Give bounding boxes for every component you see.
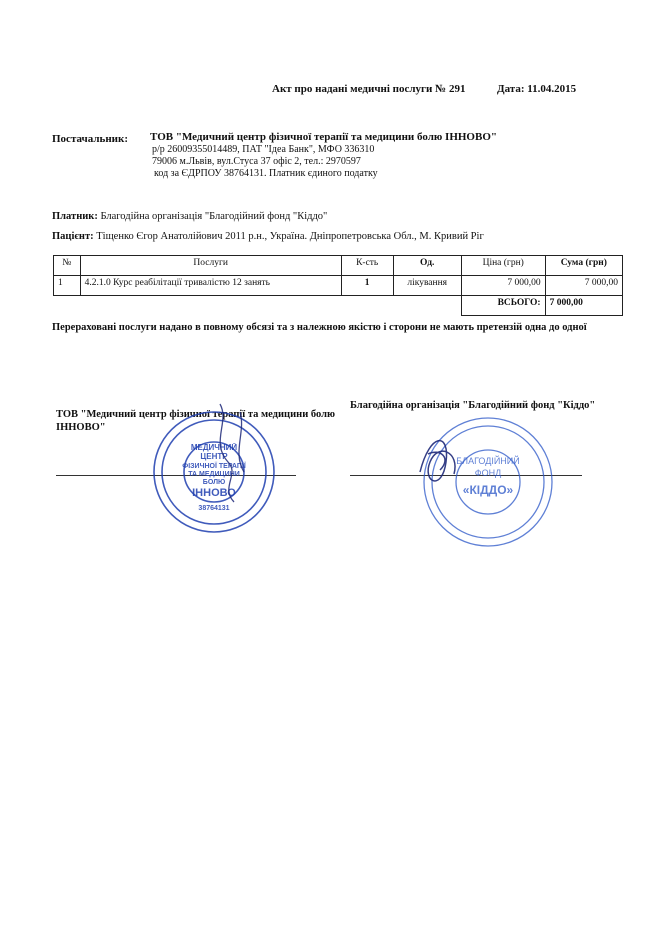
svg-text:ІННОВО: ІННОВО [192,487,236,499]
patient-label: Пацієнт: [52,231,94,242]
supplier-bank-details: р/р 26009355014489, ПАТ "Ідеа Банк", МФО 336310 [152,144,375,155]
row-qty: 1 [341,276,393,296]
svg-text:МЕДИЧНИЙ: МЕДИЧНИЙ [190,443,238,452]
payer-signature-caption: Благодійна організація "Благодійний фонд "Кіддо" [350,400,596,411]
col-sum-header: Сума (грн) [545,256,622,276]
row-price: 7 000,00 [461,276,545,296]
patient-line [52,231,484,242]
supplier-tax-code: код за ЄДРПОУ 38764131. Платник єдиного податку [154,168,378,179]
row-no: 1 [54,276,81,296]
svg-text:БОЛЮ: БОЛЮ [202,479,226,486]
svg-text:ФОНД: ФОНД [474,468,502,478]
svg-text:ТА МЕДИЦИНИ: ТА МЕДИЦИНИ [188,471,240,478]
table-row [54,276,623,296]
patient-value: Тіщенко Єгор Анатолійович 2011 р.н., Україна. Дніпропетровська Обл., М. Кривий Ріг [96,231,484,242]
row-unit: лікування [393,276,461,296]
col-price-header: Ціна (грн) [461,256,545,276]
col-service-header: Послуги [80,256,341,276]
svg-text:«КІДДО»: «КІДДО» [462,483,514,497]
col-no-header: № [54,256,81,276]
supplier-seal-stamp [150,392,278,540]
table-header-row [54,256,623,276]
row-service: 4.2.1.0 Курс реабілітації тривалістю 12 занять [80,276,341,296]
supplier-signature-caption: ТОВ "Медичний центр фізичної терапії та медицини болю ІННОВО" [56,409,336,433]
total-value: 7 000,00 [545,296,622,316]
services-table [53,255,623,316]
payer-seal-stamp [410,412,560,552]
svg-text:38764131: 38764131 [198,505,230,512]
payer-label: Платник: [52,211,98,222]
act-title: Акт про надані медичні послуги № 291 [272,83,466,95]
completion-notice: Перераховані послуги надано в повному обсязі та з належною якістю і сторони не мають претензій одна до одної [52,322,587,333]
total-row [54,296,623,316]
payer-line [52,211,327,222]
supplier-address: 79006 м.Львів, вул.Стуса 37 офіс 2, тел.: 2970597 [152,156,361,167]
row-sum: 7 000,00 [545,276,622,296]
svg-text:БЛАГОДІЙНИЙ: БЛАГОДІЙНИЙ [456,456,520,466]
svg-text:ФІЗИЧНОЇ ТЕРАПІЇ: ФІЗИЧНОЇ ТЕРАПІЇ [182,463,246,470]
svg-text:ЦЕНТР: ЦЕНТР [200,452,228,461]
supplier-name: ТОВ "Медичний центр фізичної терапії та медицини болю ІННОВО" [150,131,497,143]
supplier-label: Постачальник: [52,133,129,145]
payer-value: Благодійна організація "Благодійний фонд "Кіддо" [100,211,328,222]
col-qty-header: К-сть [341,256,393,276]
act-date: Дата: 11.04.2015 [497,83,577,95]
total-label: ВСЬОГО: [461,296,545,316]
col-unit-header: Од. [393,256,461,276]
